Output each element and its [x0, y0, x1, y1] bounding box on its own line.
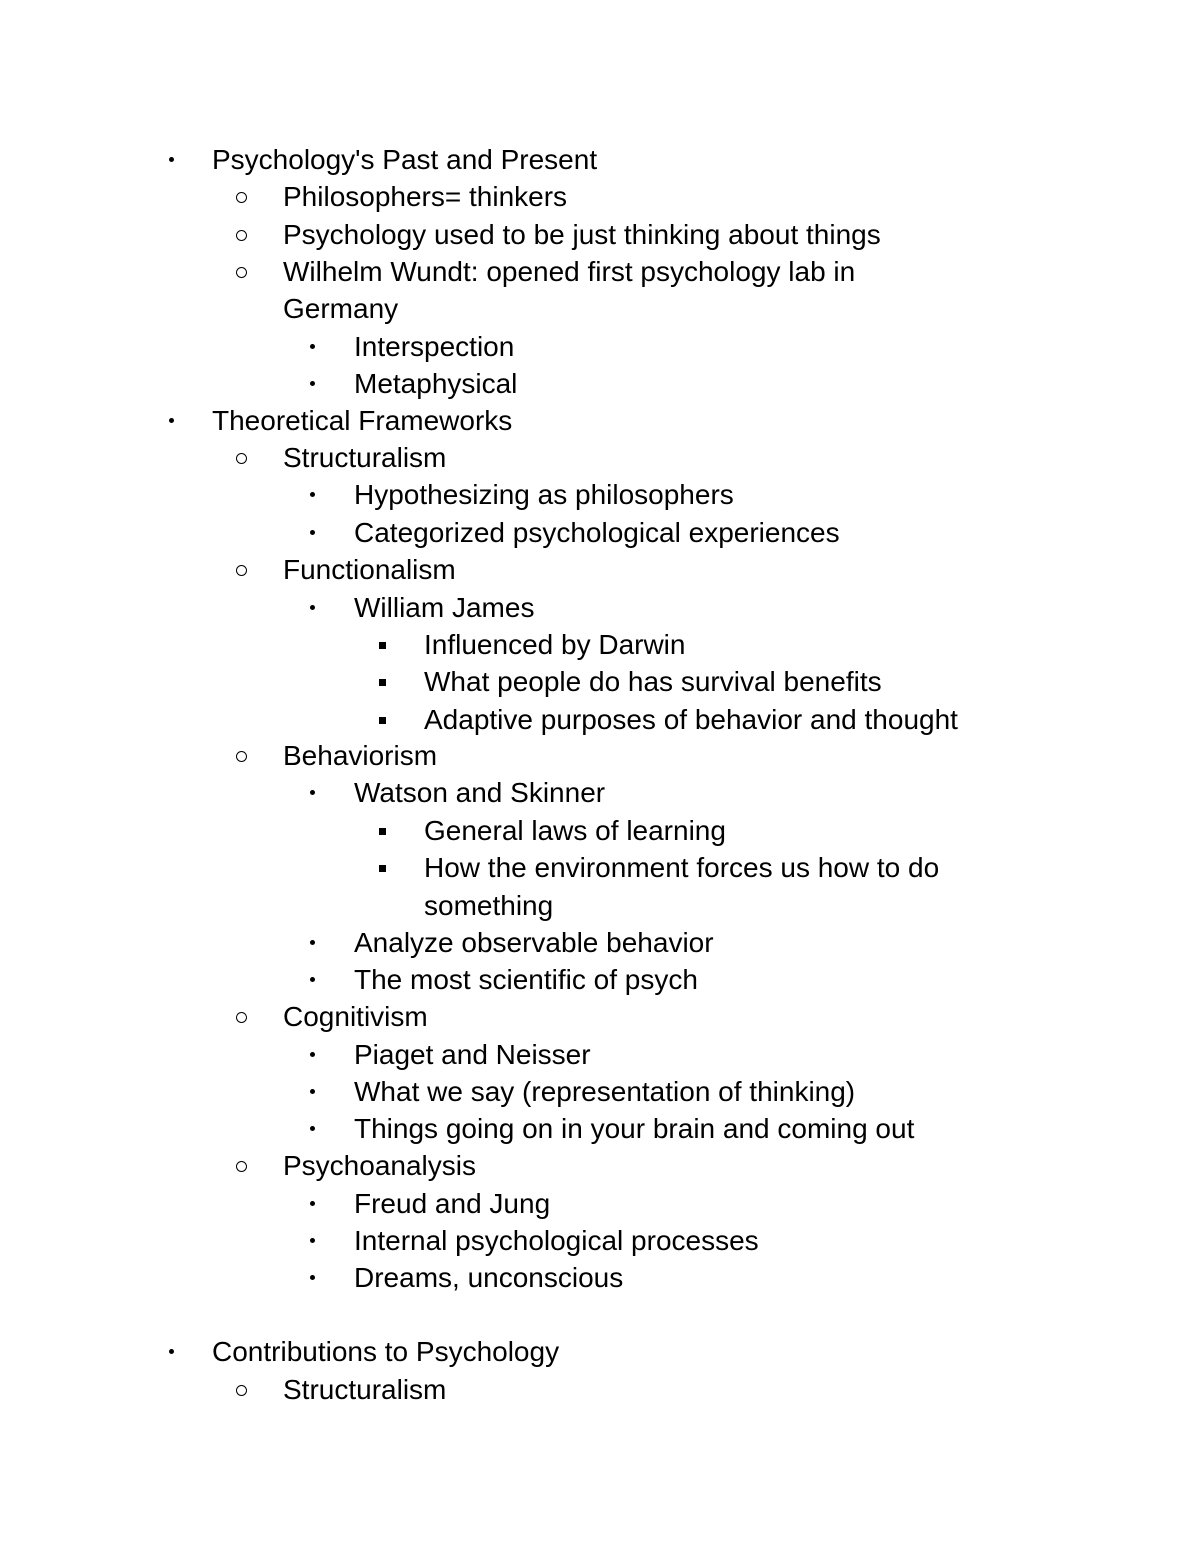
item-text: Cognitivism	[283, 1001, 428, 1032]
item-text: Categorized psychological experiences	[354, 517, 840, 548]
item-text: Germany	[283, 293, 399, 324]
bullet-square-icon	[370, 626, 394, 663]
bullet-circle-icon	[229, 216, 253, 253]
item-text: How the environment forces us how to do	[424, 852, 940, 883]
item-text: Theoretical Frameworks	[212, 405, 513, 436]
bullet-circle-icon	[229, 551, 253, 588]
bullet-dot-icon	[159, 1333, 183, 1370]
item-text: Analyze observable behavior	[354, 927, 714, 958]
item-text: What we say (representation of thinking)	[354, 1076, 856, 1107]
item-text: Psychology used to be just thinking about things	[283, 219, 881, 250]
item-text: Structuralism	[283, 442, 447, 473]
bullet-dot-icon	[300, 924, 324, 961]
item-text: Psychoanalysis	[283, 1150, 476, 1181]
bullet-circle-icon	[229, 1371, 253, 1408]
item-text: Psychology's Past and Present	[212, 144, 598, 175]
item-text: Interspection	[354, 331, 515, 362]
bullet-square-icon	[370, 701, 394, 738]
bullet-circle-icon	[229, 253, 253, 290]
item-text: Wilhelm Wundt: opened first psychology lab in	[283, 256, 856, 287]
item-text: Watson and Skinner	[354, 777, 606, 808]
bullet-circle-icon	[229, 998, 253, 1035]
item-text: Internal psychological processes	[354, 1225, 759, 1256]
item-text: Piaget and Neisser	[354, 1039, 591, 1070]
bullet-dot-icon	[159, 402, 183, 439]
bullet-dot-icon	[300, 476, 324, 513]
bullet-circle-icon	[229, 1147, 253, 1184]
item-text: Contributions to Psychology	[212, 1336, 560, 1367]
bullet-circle-icon	[229, 178, 253, 215]
item-text: General laws of learning	[424, 815, 726, 846]
bullet-circle-icon	[229, 737, 253, 774]
item-text: something	[424, 890, 554, 921]
bullet-dot-icon	[300, 365, 324, 402]
item-text: Metaphysical	[354, 368, 518, 399]
item-text: William James	[354, 592, 535, 623]
item-text: Functionalism	[283, 554, 456, 585]
item-text: Hypothesizing as philosophers	[354, 479, 734, 510]
bullet-dot-icon	[300, 1036, 324, 1073]
bullet-dot-icon	[300, 514, 324, 551]
bullet-square-icon	[370, 663, 394, 700]
item-text: Structuralism	[283, 1374, 447, 1405]
bullet-dot-icon	[300, 589, 324, 626]
bullet-circle-icon	[229, 439, 253, 476]
bullet-dot-icon	[300, 1110, 324, 1147]
bullet-dot-icon	[300, 774, 324, 811]
item-text: Influenced by Darwin	[424, 629, 686, 660]
bullet-dot-icon	[300, 961, 324, 998]
bullet-dot-icon	[159, 141, 183, 178]
item-text: What people do has survival benefits	[424, 666, 882, 697]
bullet-dot-icon	[300, 1073, 324, 1110]
bullet-dot-icon	[300, 328, 324, 365]
bullet-square-icon	[370, 849, 394, 886]
item-text: Philosophers= thinkers	[283, 181, 568, 212]
item-text: The most scientific of psych	[354, 964, 698, 995]
bullet-dot-icon	[300, 1185, 324, 1222]
bullet-dot-icon	[300, 1259, 324, 1296]
item-text: Dreams, unconscious	[354, 1262, 624, 1293]
item-text: Things going on in your brain and coming out	[354, 1113, 915, 1144]
item-text: Behaviorism	[283, 740, 438, 771]
item-text: Adaptive purposes of behavior and thought	[424, 704, 958, 735]
bullet-square-icon	[370, 812, 394, 849]
item-text: Freud and Jung	[354, 1188, 551, 1219]
bullet-dot-icon	[300, 1222, 324, 1259]
